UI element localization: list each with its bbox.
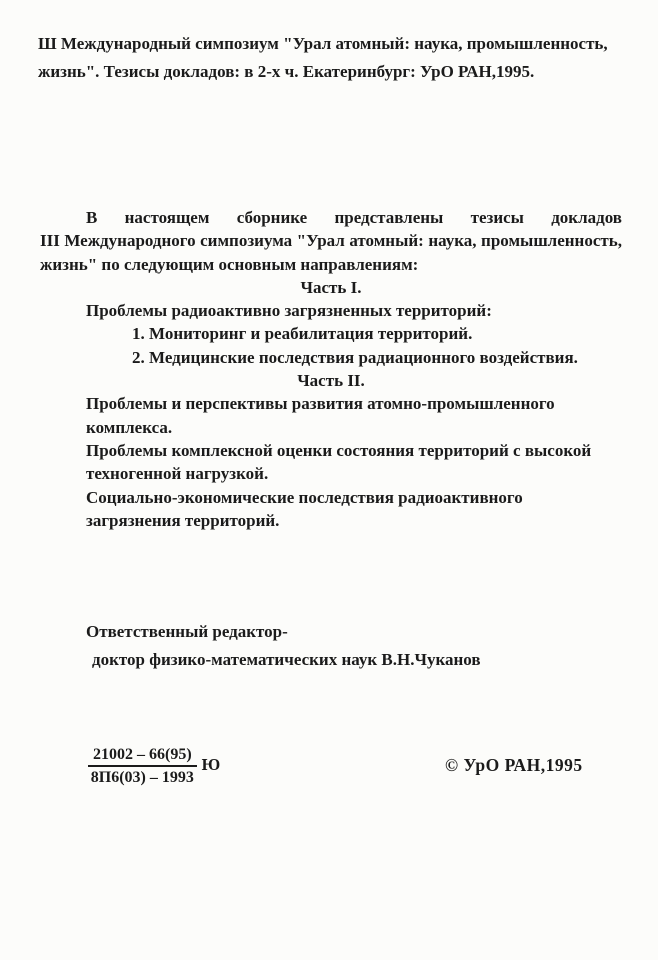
catalog-code — [88, 746, 220, 786]
imprint-row — [0, 744, 658, 794]
abstract-line-2: III Международного симпозиума "Урал атомный: наука, промышленность, — [40, 231, 622, 251]
part2-topic1-line2: комплекса. — [86, 417, 173, 437]
part1-item-1: 1. Мониторинг и реабилитация территорий. — [132, 324, 473, 344]
bibliographic-header — [38, 30, 624, 86]
copyright-notice: © УрО РАН,1995 — [445, 755, 583, 775]
editor-line-1: Ответственный редактор- — [86, 622, 288, 641]
editor-line-2: доктор физико-математических наук В.Н.Чуканов — [92, 650, 481, 669]
editor-block — [86, 618, 481, 674]
part1-item-2: 2. Медицинские последствия радиационного воздействия. — [132, 347, 578, 367]
annotation-block — [40, 206, 622, 532]
abstract-line-3: жизнь" по следующим основным направлениям: — [40, 254, 419, 274]
part2-topic3-line1: Социально-экономические последствия радиоактивного — [86, 487, 523, 507]
part1-heading: Часть I. — [300, 277, 362, 297]
part2-heading: Часть II. — [297, 371, 365, 391]
part2-topic2-line2: техногенной нагрузкой. — [86, 464, 269, 484]
catalog-numerator: 21002 – 66(95) — [93, 746, 192, 763]
part1-intro: Проблемы радиоактивно загрязненных территорий: — [86, 301, 492, 321]
catalog-fraction — [88, 746, 197, 786]
abstract-line-1: В настоящем сборнике представлены тезисы докладов — [86, 208, 622, 227]
header-line-1: Ш Международный симпозиум "Урал атомный: наука, промышленность, — [38, 34, 608, 53]
header-line-2: жизнь". Тезисы докладов: в 2-х ч. Екатеринбург: УрО РАН,1995. — [38, 62, 535, 81]
catalog-suffix: Ю — [201, 755, 221, 774]
part2-topic3-line2: загрязнения территорий. — [86, 510, 280, 530]
part2-topic1-line1: Проблемы и перспективы развития атомно-промышленного — [86, 394, 555, 414]
catalog-denominator: 8П6(03) – 1993 — [88, 765, 197, 786]
part2-topic2-line1: Проблемы комплексной оценки состояния территорий с высокой — [86, 440, 592, 460]
